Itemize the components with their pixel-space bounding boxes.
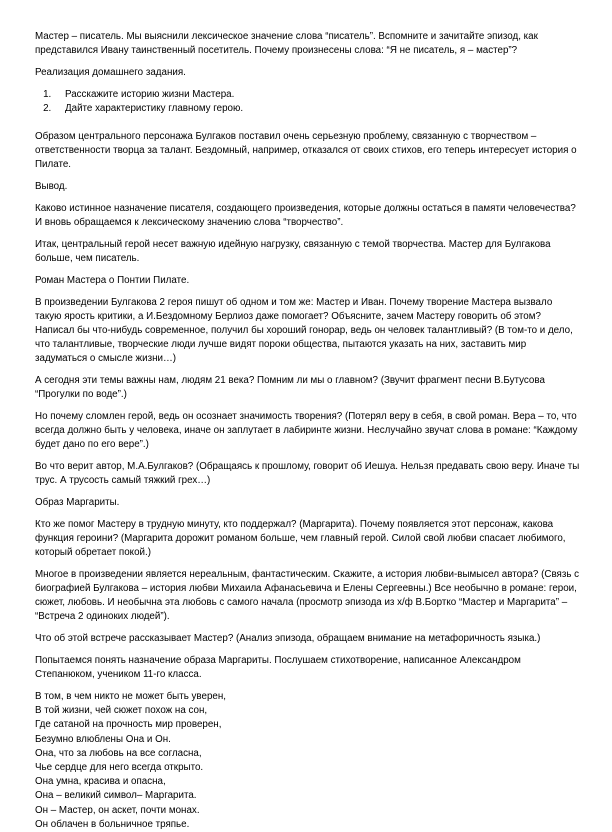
poem-line: Она, что за любовь на все согласна,: [35, 747, 202, 759]
poem-line: В том, в чем никто не может быть уверен,: [35, 691, 227, 702]
poem-line: Безумно влюблены Она и Он.: [35, 733, 171, 745]
body-paragraph: Итак, центральный герой несет важную идейную нагрузку, связанную с темой творчества. Мастер для Булгакова больше, чем писатель.: [35, 239, 551, 264]
document-page: [35, 30, 580, 832]
body-paragraph: Кто же помог Мастеру в трудную минуту, кто поддержал? (Маргарита). Почему появляется этот персонаж, какова функция героини? (Маргарита дорожит романом больше, чем главный герой. Силой свой любви спасает любимого, который обретает покой.): [35, 519, 566, 558]
poem-line: Он облачен в больничное тряпье.: [35, 818, 190, 830]
poem-line: Она умна, красива и опасна,: [35, 776, 166, 788]
body-paragraph: Многое в произведении является нереальным, фантастическим. Скажите, а история любви-вымысел автора? (Связь с биографией Булгакова – история любви Михаила Афанасьевича и Елены Сергеевны.) Все необычно в романе: герои, сюжет, любовь. И необычна эта любовь с самого начала (просмотр эпизода из х/ф В.Бортко “Мастер и Маргарита” – “Встреча 2 одиноких людей”).: [35, 569, 580, 622]
body-paragraph: Каково истинное назначение писателя, создающего произведения, которые должны остаться в памяти человечества? И вновь обращаемся к лексическому значению слова “творчество”.: [35, 203, 576, 228]
list-item: 2. Дайте характеристику главному герою.: [54, 102, 580, 116]
body-paragraph: Но почему сломлен герой, ведь он осознает значимость творения? (Потерял веру в себя, в свой роман. Вера – то, что всегда должно быть у человека, иначе он заплутает в лабиринте жизни. Неслучайно звучат слова в романе: “Каждому будет дано по его вере”.): [35, 411, 578, 450]
body-paragraph: Попытаемся понять назначение образа Маргариты. Послушаем стихотворение, написанное Александром Степанюком, учеником 11-го класса.: [35, 655, 521, 680]
list-item: 1. Расскажите историю жизни Мастера.: [54, 88, 580, 102]
conclusion-heading: Вывод.: [35, 181, 68, 192]
body-paragraph: Что об этой встрече рассказывает Мастер? (Анализ эпизода, обращаем внимание на метафоричность языка.): [35, 633, 541, 644]
intro-paragraph: Мастер – писатель. Мы выяснили лексическое значение слова “писатель”. Вспомните и зачитайте эпизод, как представился Ивану таинственный посетитель. Почему произнесены слова: “Я не писатель, я – мастер”?: [35, 31, 538, 56]
body-paragraph: А сегодня эти темы важны нам, людям 21 века? Помним ли мы о главном? (Звучит фрагмент песни В.Бутусова “Прогулки по воде”.): [35, 375, 545, 400]
homework-heading: Реализация домашнего задания.: [35, 67, 186, 78]
section-heading: Образ Маргариты.: [35, 497, 120, 508]
poem-line: Чье сердце для него всегда открыто.: [35, 762, 204, 774]
poem-line: Он – Мастер, он аскет, почти монах.: [35, 804, 200, 816]
body-paragraph: Образом центрального персонажа Булгаков поставил очень серьезную проблему, связанную с творчеством – ответственности творца за талант. Бездомный, например, отказался от своих стихов, его теперь интересует история о Пилате.: [35, 131, 577, 170]
poem-line: В той жизни, чей сюжет похож на сон,: [35, 705, 208, 717]
body-paragraph: Во что верит автор, М.А.Булгаков? (Обращаясь к прошлому, говорит об Иешуа. Нельзя предавать свою веру. Иначе ты трус. А трусость самый тяжкий грех…): [35, 461, 580, 486]
poem-line: Она – великий символ– Маргарита.: [35, 790, 197, 802]
section-heading: Роман Мастера о Понтии Пилате.: [35, 275, 190, 286]
body-paragraph: В произведении Булгакова 2 героя пишут об одном и том же: Мастер и Иван. Почему творение Мастера вызвало такую ярость критики, а И.Бездомному Берлиоз даже помогает? Объясните, зачем Мастеру говорить об этом? Написал бы что-нибудь современное, получил бы хороший гонорар, ведь он человек талантливый? (В том-то и дело, что талантливые, творческие люди лучше видят пороки общества, пытаются указать на них, заставить мир задуматься о смысле жизни…): [35, 297, 573, 364]
poem-line: Где сатаной на прочность мир проверен,: [35, 719, 222, 731]
poem: [35, 690, 580, 832]
homework-list: [35, 88, 580, 116]
